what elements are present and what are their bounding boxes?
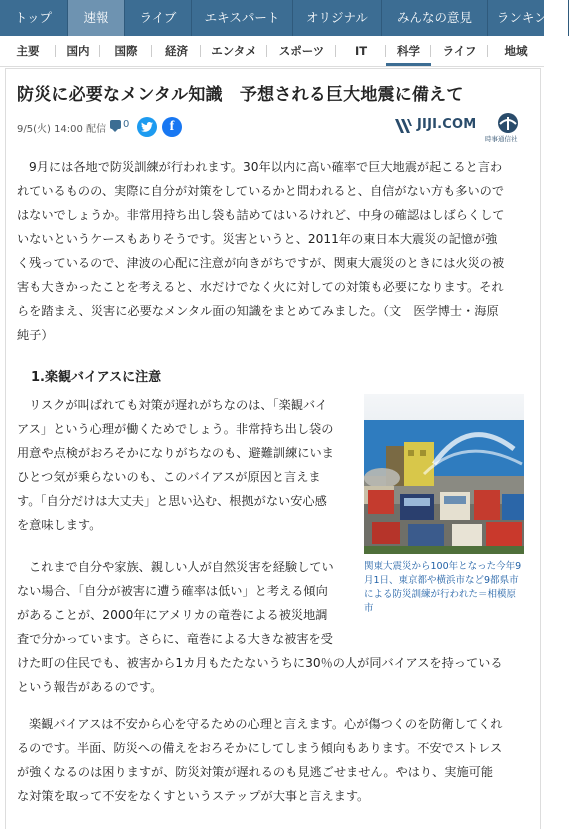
- top-nav-tab-original[interactable]: オリジナル: [293, 0, 382, 36]
- top-nav-tab-opinions[interactable]: みんなの意見: [382, 0, 488, 36]
- article-text-line: 楽観バイアスは不安から心を守るための心理と言えます。心が傷つくのを防衛してくれ: [29, 717, 503, 731]
- article-photo[interactable]: [364, 394, 524, 554]
- category-tab-region[interactable]: 地域: [504, 44, 528, 58]
- article-text-line: これまで自分や家族、親しい人が自然災害を経験してい: [29, 560, 334, 574]
- facebook-f-icon: f: [169, 119, 175, 134]
- article-text-line: が強くなるのは困りますが、防災対策が遅れるのも見逃ごせません。やはり、実施可能: [17, 765, 494, 779]
- article-text-line: らを踏まえ、災害に必要なメンタル面の知識をまとめてみました。（文 医学博士・海原: [17, 304, 499, 318]
- article-text-line: 9月には各地で防災訓練が行われます。30年以内に高い確率で巨大地震が起こると言わ: [29, 160, 503, 174]
- category-tab-main[interactable]: 主要: [0, 36, 56, 66]
- article-paragraph: [17, 555, 529, 699]
- caption-line: 関東大震災から100年となった今年9: [364, 561, 522, 572]
- twitter-share-button[interactable]: [137, 117, 157, 137]
- source-logo-text: JIJI.COM: [417, 117, 477, 132]
- article-text-line: く残っているので、津波の心配に注意が向きがちですが、関東大震災のときには火災の被: [17, 256, 505, 270]
- article-text-line: 査で分かっています。さらに、竜巻による大きな被害を受: [17, 632, 333, 646]
- source-logo: [393, 112, 528, 142]
- category-tab-sports[interactable]: スポーツ: [267, 36, 336, 66]
- top-nav-tab-top[interactable]: トップ: [0, 0, 68, 36]
- article-text-line: 純子）: [17, 328, 54, 342]
- article-text-line: な対策を取って不安をなくすというステップが大事と言えます。: [17, 789, 370, 803]
- article-text-line: リスクが叫ばれても対策が遅れがちなのは、「楽観バイ: [29, 398, 328, 412]
- category-tab-domestic[interactable]: 国内: [56, 36, 100, 66]
- category-tab-science[interactable]: 科学: [386, 36, 431, 66]
- publish-date: 9/5(火) 14:00 配信: [17, 124, 107, 135]
- top-nav-tab-ranking[interactable]: ランキング: [488, 0, 569, 36]
- caption-line: 市: [364, 603, 374, 614]
- article-text-line: 用意や点検がおろそかになりがちなのも、避難訓練にいま: [17, 446, 334, 460]
- article-paragraph: [17, 712, 529, 808]
- article-text-line: 害も大きかったことを考えると、水だけでなく火に対しての対策も必要になります。それ: [17, 280, 504, 294]
- twitter-bird-icon: [141, 122, 153, 132]
- category-tab-entertainment[interactable]: エンタメ: [201, 36, 267, 66]
- source-logo-subtext: 時事通信社: [485, 135, 518, 143]
- disaster-drill-photo: [364, 394, 524, 554]
- category-tab-economy[interactable]: 経済: [152, 36, 201, 66]
- top-nav-tab-expert[interactable]: エキスパート: [192, 0, 293, 36]
- comment-link[interactable]: [110, 119, 129, 130]
- caption-line: による防災訓練が行われた＝相模原: [364, 589, 517, 600]
- top-nav-tab-breaking[interactable]: 速報: [68, 0, 125, 36]
- category-tab-international[interactable]: 国際: [100, 36, 152, 66]
- section-heading: 1.楽観バイアスに注意: [31, 370, 162, 385]
- article-text-line: けた町の住民でも、被害から1カ月もたたないうちに30％の人が同バイアスを持っている: [17, 656, 503, 670]
- category-tab-it[interactable]: IT: [336, 36, 386, 66]
- jiji-logo-icon: [393, 115, 415, 137]
- top-nav-tab-live[interactable]: ライブ: [125, 0, 192, 36]
- article-paragraph: [17, 393, 357, 537]
- article-text-line: ない場合、「自分が被害に遭う確率は低い」と考える傾向: [17, 584, 328, 598]
- article-title: 防災に必要なメンタル知識 予想される巨大地震に備えて: [17, 85, 464, 105]
- article-text-line: はないでしょうか。非常用持ち出し袋も詰めてはいるけれど、中身の確認はしばらくして: [17, 208, 505, 222]
- article-text-line: れているものの、実際に自分が対策をしているかと問われると、自信がない方も多いので: [17, 184, 505, 198]
- jiji-emblem-icon: [495, 112, 521, 134]
- article-text-line: があることが、2000年にアメリカの竜巻による被災地調: [17, 608, 328, 622]
- category-tab-life[interactable]: ライフ: [431, 36, 488, 66]
- category-nav: [0, 36, 544, 67]
- comment-count: 0: [123, 119, 130, 130]
- facebook-share-button[interactable]: [162, 117, 182, 137]
- caption-line: 月1日、東京都や横浜市など9都県市: [364, 575, 519, 586]
- article-intro: [17, 155, 529, 347]
- article-text-line: す。「自分だけは大丈夫」と思い込む、根拠がない安心感: [17, 494, 327, 508]
- article-text-line: を意味します。: [17, 518, 102, 532]
- article-text-line: という報告があるのです。: [17, 680, 163, 694]
- article-text-line: るのです。半面、防災への備えをおろそかにしてしまう傾向もあります。不安でストレス: [17, 741, 503, 755]
- article-text-line: ひとつ気が乗らないのも、このバイアスが原因と言えま: [17, 470, 321, 484]
- article-text-line: いないというケースもありそうです。災害というと、2011年の東日本大震災の記憶が強: [17, 232, 498, 246]
- top-nav: [0, 0, 560, 36]
- article-text-line: アス」という心理が働くためでしょう。非常持ち出し袋の: [17, 422, 334, 436]
- comment-icon: [110, 120, 121, 129]
